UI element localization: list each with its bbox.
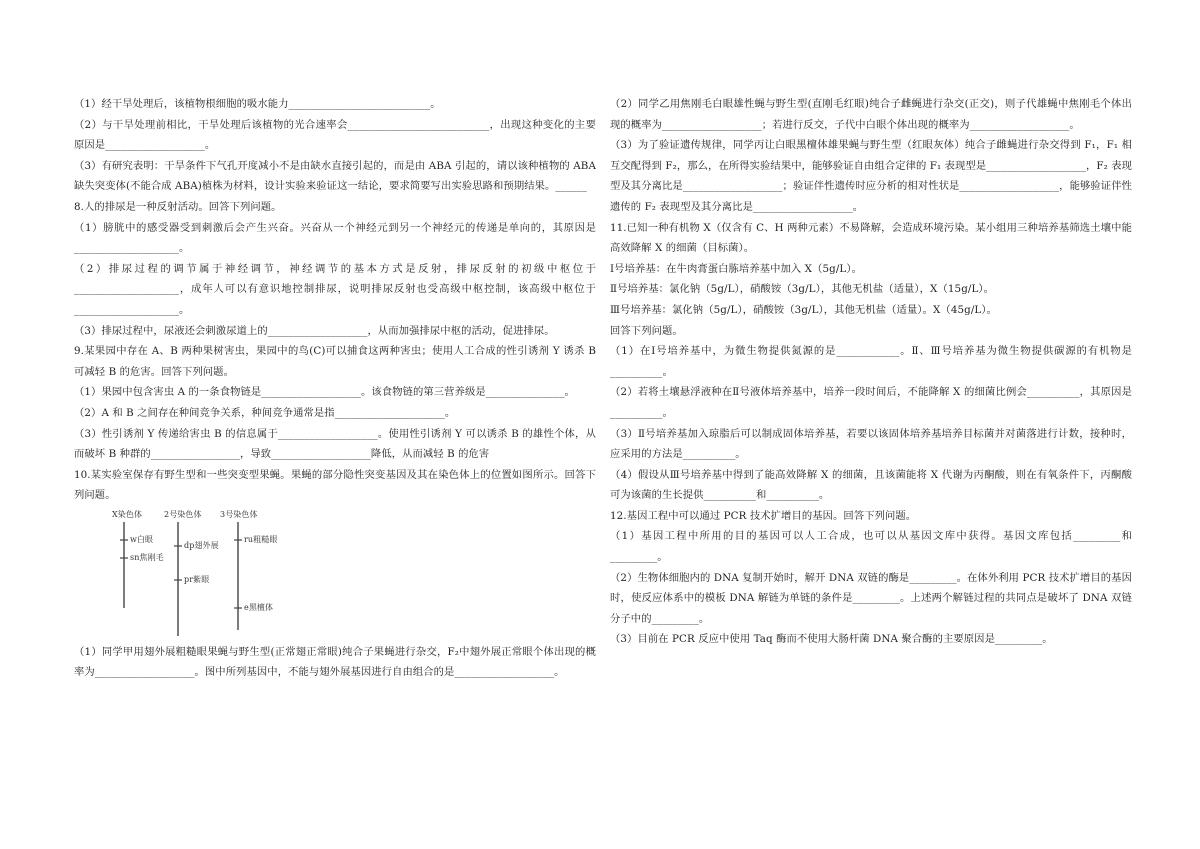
question-12-part-1: （1）基因工程中所用的目的基因可以人工合成，也可以从基因文库中获得。基因文库包括_________和_________。 (610, 530, 1132, 564)
question-8-part-2: （2）排尿过程的调节属于神经调节，神经调节的基本方式是反射，排尿反射的初级中枢位于____________________，成年人可以有意识地控制排尿，说明排尿反射也受高级中枢控制，该高级中枢位于____________________。 (74, 262, 596, 316)
chromosome-2-label: 2号染色体 (164, 509, 202, 519)
question-7-part-1: （1）经干旱处理后，该植物根细胞的吸水能力___________________________。 (74, 98, 441, 110)
medium-1: Ⅰ号培养基：在牛肉膏蛋白胨培养基中加入 X（5g/L）。 (610, 262, 863, 275)
question-9-stem: 9.某果园中存在 A、B 两种果树害虫，果园中的鸟(C)可以捕食这两种害虫；使用人工合成的性引诱剂 Y 诱杀 B 可减轻 B 的危害。回答下列问题。 (74, 345, 596, 378)
question-8-part-1: （1）膀胱中的感受器受到刺激后会产生兴奋。兴奋从一个神经元到另一个神经元的传递是单向的，其原因是____________________。 (74, 221, 596, 255)
dp-gene-label: dp翅外展 (184, 540, 219, 550)
question-11-part-3: （3）Ⅱ号培养基加入琼脂后可以制成固体培养基，若要以该固体培养基培养目标菌并对菌落进行计数，接种时，应采用的方法是__________。 (610, 427, 1132, 461)
question-11-ask: 回答下列问题。 (610, 324, 683, 337)
question-9-part-1: （1）果园中包含害虫 A 的一条食物链是___________________。该食物链的第三营养级是_______________。 (74, 386, 575, 399)
x-chromosome-label: X染色体 (112, 509, 143, 519)
medium-2: Ⅱ号培养基：氯化钠（5g/L），硝酸铵（3g/L），其他无机盐（适量），X（15g/L）。 (610, 283, 995, 296)
question-10-stem: 10.某实验室保存有野生型和一些突变型果蝇。果蝇的部分隐性突变基因及其在染色体上的位置如图所示。回答下列问题。 (74, 468, 596, 502)
question-12-part-2: （2）生物体细胞内的 DNA 复制开始时，解开 DNA 双链的酶是_________。在体外利用 PCR 技术扩增目的基因时，使反应体系中的模板 DNA 解链为单链的条件是_________。上述两个解链过程的共同点是破坏了 DNA 双链分子中的_________。 (610, 571, 1132, 625)
question-7-part-3: （3）有研究表明：干旱条件下气孔开度减小不是由缺水直接引起的，而是由 ABA 引起的，请以该种植物的 ABA 缺失突变体(不能合成 ABA)植株为材料，设计实验来验证这一结论，要求简要写出实验思路和预期结果。______ (74, 159, 596, 193)
w-gene-label: w白眼 (130, 534, 154, 544)
pr-gene-label: pr紫眼 (184, 574, 210, 584)
question-11-stem: 11.已知一种有机物 X（仅含有 C、H 两种元素）不易降解，会造成环境污染。某小组用三种培养基筛选土壤中能高效降解 X 的细菌（目标菌）。 (610, 221, 1132, 255)
e-gene-label: e黑檀体 (244, 602, 274, 612)
question-12-part-3: （3）目前在 PCR 反应中使用 Taq 酶而不使用大肠杆菌 DNA 聚合酶的主要原因是_________。 (610, 633, 1053, 646)
question-10-part-2: （2）同学乙用焦刚毛白眼雄性蝇与野生型(直刚毛红眼)纯合子雌蝇进行杂交(正交)，则子代雄蝇中焦刚毛个体出现的概率为___________________；若进行反交，子代中白眼个体出现的概率为___________________。 (610, 98, 1132, 131)
question-8-stem: 8.人的排尿是一种反射活动。回答下列问题。 (74, 200, 282, 213)
question-9-part-3: （3）性引诱剂 Y 传递给害虫 B 的信息属于___________________。使用性引诱剂 Y 可以诱杀 B 的雄性个体，从而破坏 B 种群的_________________，导致___________________降低，从而减轻 B 的危害 (74, 427, 596, 461)
question-8-part-3: （3）排尿过程中，尿液还会刺激尿道上的___________________，从而加强排尿中枢的活动，促进排尿。 (74, 324, 555, 337)
chromosome-gene-figure (92, 510, 392, 638)
ru-gene-label: ru粗糙眼 (244, 534, 278, 544)
question-12-stem: 12.基因工程中可以通过 PCR 技术扩增目的基因。回答下列问题。 (610, 509, 917, 522)
question-9-part-2: （2）A 和 B 之间存在种间竞争关系，种间竞争通常是指_____________________。 (74, 406, 456, 419)
question-11-part-4: （4）假设从Ⅲ号培养基中得到了能高效降解 X 的细菌，且该菌能将 X 代谢为丙酮酸，则在有氧条件下，丙酮酸可为该菌的生长提供__________和__________。 (610, 468, 1132, 502)
chromosome-3-label: 3号染色体 (220, 509, 258, 519)
chromosome-diagram (92, 510, 392, 638)
question-7-part-2: （2）与干旱处理前相比，干旱处理后该植物的光合速率会___________________________，出现这种变化的主要原因是___________________。 (74, 118, 596, 152)
question-10-part-1: （1）同学甲用翅外展粗糙眼果蝇与野生型(正常翅正常眼)纯合子果蝇进行杂交，F₂中翅外展正常眼个体出现的概率为___________________。图中所列基因中，不能与翅外展基因进行自由组合的是___________________。 (74, 645, 596, 679)
question-11-part-1: （1）在Ⅰ号培养基中，为微生物提供氮源的是____________。Ⅱ、Ⅲ号培养基为微生物提供碳源的有机物是__________。 (610, 345, 1132, 378)
left-column (74, 94, 596, 683)
right-column (610, 94, 1132, 650)
question-11-part-2: （2）若将土壤悬浮液种在Ⅱ号液体培养基中，培养一段时间后，不能降解 X 的细菌比例会__________，其原因是__________。 (610, 386, 1132, 419)
question-10-part-3: （3）为了验证遗传规律，同学丙让白眼黑檀体雄果蝇与野生型（红眼灰体）纯合子雌蝇进行杂交得到 F₁，F₁ 相互交配得到 F₂，那么，在所得实验结果中，能够验证自由组合定律的 F₁ 表现型是___________________，F₂ 表现型及其分离比是___________________；验证伴性遗传时应分析的相对性状是___________________，能够验证伴性遗传的 F₂ 表现型及其分离比是___________________。 (610, 139, 1132, 213)
sn-gene-label: sn焦刚毛 (130, 552, 164, 562)
medium-3: Ⅲ号培养基：氯化钠（5g/L），硝酸铵（3g/L），其他无机盐（适量）。X（45g/L）。 (610, 303, 997, 316)
